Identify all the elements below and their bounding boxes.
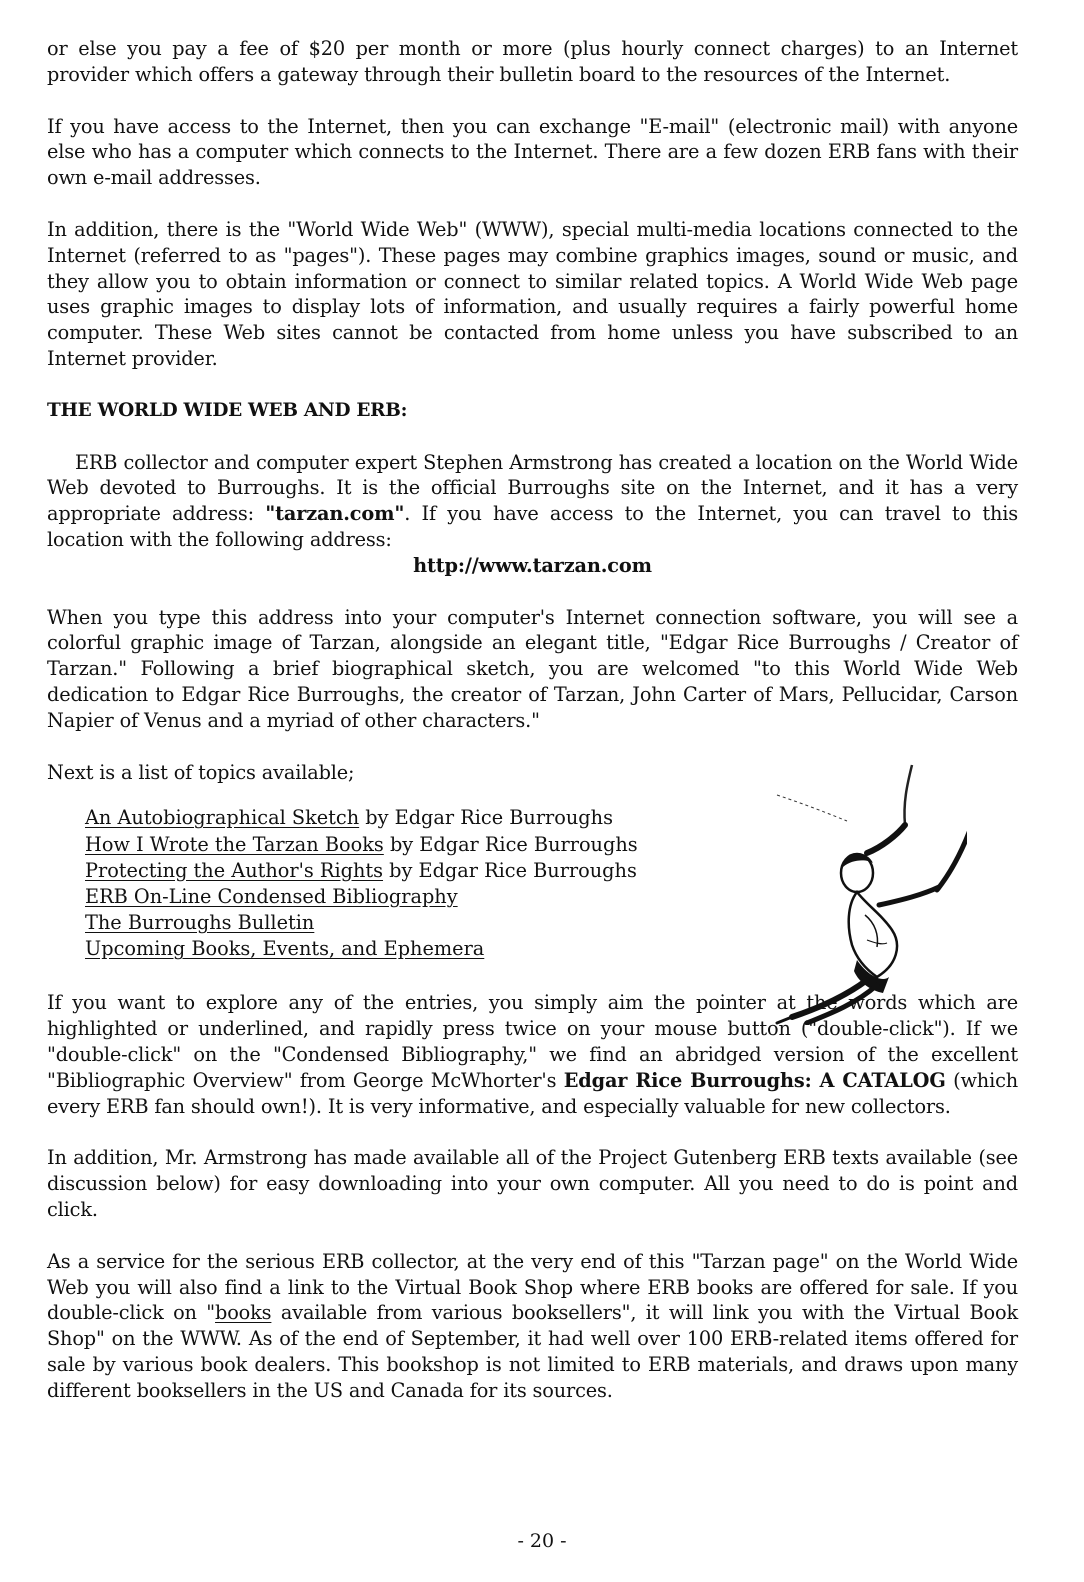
topic-author: by Edgar Rice Burroughs: [383, 832, 638, 856]
topic-list: [85, 805, 638, 962]
paragraph-internet-provider: or else you pay a fee of $20 per month or more (plus hourly connect charges) to an Internet provider which offers a gateway through their bulletin board to the resources of the Internet.: [47, 37, 1018, 86]
paragraph-armstrong-text-end: . If you have access to the Internet, you can travel to this location with the following address:: [47, 502, 1018, 551]
paragraph-tarzan-page: When you type this address into your computer's Internet connection software, you will see a colorful graphic image of Tarzan, alongside an elegant title, "Edgar Rice Burroughs / Creator of Tarzan." Following a brief biographical sketch, you are welcomed "to this World Wide Web dedication to Edgar Rice Burroughs, the creator of Tarzan, John Carter of Mars, Pellucidar, Carson Napier of Venus and a myriad of other characters.": [47, 605, 1018, 732]
list-item: [85, 884, 638, 910]
topic-link: Protecting the Author's Rights: [85, 858, 384, 882]
topic-author: by Edgar Rice Burroughs: [383, 858, 637, 882]
catalog-title-bold: Edgar Rice Burroughs: A CATALOG: [563, 1068, 946, 1092]
paragraph-virtual-book-shop: [47, 1249, 1018, 1404]
section-heading: THE WORLD WIDE WEB AND ERB:: [47, 399, 408, 421]
paragraph-armstrong: [47, 450, 1018, 553]
tarzan-swinging-illustration-icon: [707, 755, 967, 1025]
page-number: - 20 -: [517, 1530, 567, 1552]
paragraph-book-shop-text: As a service for the serious ERB collector, at the very end of this "Tarzan page" on the World Wide Web you will also find a link to the Virtual Book Shop where ERB books are offered for sale. If you double-click on ": [47, 1249, 1018, 1325]
list-item: [85, 910, 638, 936]
list-item: [85, 936, 638, 962]
paragraph-double-click-text: If you want to explore any of the entries, you simply aim the pointer at the words which are highlighted or underlined, and rapidly press twice on your mouse button ("double-click"). If we "double-click" on the "Condensed Bibliography," we find an abridged version of the excellent "Bibliographic Overview" from George McWhorter's: [47, 991, 1018, 1092]
list-item: [85, 858, 638, 884]
paragraph-book-shop-text-end: available from various booksellers", it will link you with the Virtual Book Shop" on the WWW. As of the end of September, it had well over 100 ERB-related items offered for sale by various book dealers. This bookshop is not limited to ERB materials, and draws upon many different booksellers in the US and Canada for its sources.: [47, 1301, 1018, 1402]
site-url: [47, 553, 1018, 579]
site-address-bold: "tarzan.com": [265, 502, 405, 526]
topic-link: How I Wrote the Tarzan Books: [85, 832, 384, 856]
list-item: [85, 832, 638, 858]
topic-author: by Edgar Rice Burroughs: [359, 806, 613, 830]
paragraph-topics-intro: Next is a list of topics available;: [47, 760, 355, 784]
books-link: books: [215, 1301, 272, 1325]
site-url-text: http://www.tarzan.com: [413, 553, 652, 577]
topics-section: [47, 785, 1018, 990]
topic-link: The Burroughs Bulletin: [85, 911, 315, 935]
paragraph-email: If you have access to the Internet, then you can exchange "E-mail" (electronic mail) with anyone else who has a computer which connects to the Internet. There are a few dozen ERB fans with their own e-mail addresses.: [47, 114, 1018, 190]
paragraph-world-wide-web: In addition, there is the "World Wide Web" (WWW), special multi-media locations connected to the Internet (referred to as "pages"). These pages may combine graphics images, sound or music, and they allow you to obtain information or connect to similar related topics. A World Wide Web page uses graphic images to display lots of information, and usually requires a fairly powerful home computer. These Web sites cannot be contacted from home unless you have subscribed to an Internet provider.: [47, 217, 1018, 370]
list-item: [85, 805, 638, 831]
paragraph-double-click-text-end: (which every ERB fan should own!). It is very informative, and especially valuable for new collectors.: [47, 1068, 1019, 1118]
paragraph-gutenberg: In addition, Mr. Armstrong has made available all of the Project Gutenberg ERB texts available (see discussion below) for easy downloading into your own computer. All you need to do is point and click.: [47, 1146, 1018, 1221]
topic-link: An Autobiographical Sketch: [85, 806, 360, 830]
topic-link: Upcoming Books, Events, and Ephemera: [85, 937, 485, 961]
paragraph-armstrong-text: ERB collector and computer expert Stephen Armstrong has created a location on the World Wide Web devoted to Burroughs. It is the official Burroughs site on the Internet, and it has a very appropriate address:: [47, 450, 1018, 526]
topic-link: ERB On-Line Condensed Bibliography: [85, 884, 458, 908]
